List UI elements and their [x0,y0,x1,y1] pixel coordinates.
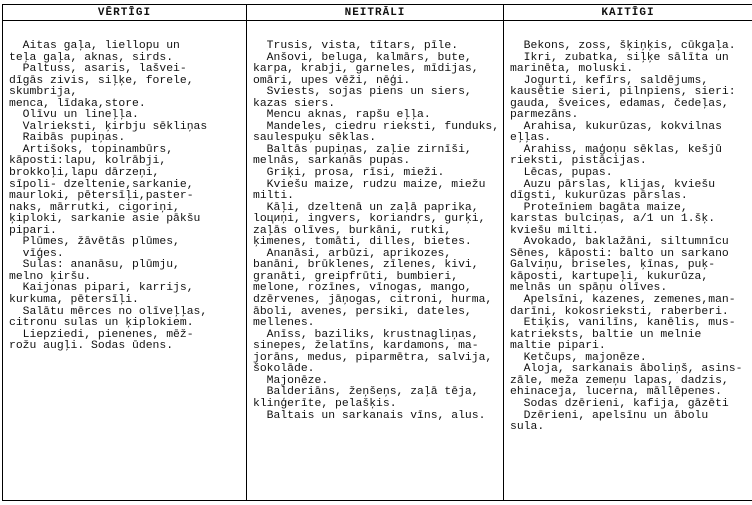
harmful-column-cell [504,21,752,501]
neutral-foods-text: Trusis, vista, tītars, pīle. Anšovi, beluga, kalmārs, bute, karpa, krabji, garneles, mīdijas, omāri, upes vēži, nēģi. Sviests, sojas piens un siers, kazas siers. Mencu aknas, rapšu eļļa. Mandeles, ciedru rieksti, funduks, saulespuķu sēklas. Baltās pupiņas, zaļie zirnīši, melnās, sarkanās pupas. Griķi, prosa, rīsi, mieži. Kviešu maize, rudzu maize, miežu milti. Kāļi, dzeltenā un zaļā paprika, loциņi, ingvers, koriandrs, gurķi, zaļās olīves, burkāni, rutki, ķimenes, tomāti, dilles, bietes. Ananāsi, arbūzi, aprikozes, banāni, brūklenes, zīlenes, kivi, granāti, greipfrūti, bumbieri, melone, rozīnes, vīnogas, mango, dzērvenes, jāņogas, citroni, hurma, āboli, avenes, persiki, dateles, mellenes. Anīss, baziliks, krustnagliņas, sinepes, želatīns, kardamons, ma- jorāns, medus, piparmētra, salvija, šokolāde. Majonēze. Balderiāns, žeņšeņs, zaļā tēja, klinģerīte, pelašķis. Baltais un sarkanais vīns, alus. [253,40,500,422]
food-classification-table [2,4,752,501]
valuable-foods-text: Aitas gaļa, liellopu un teļa gaļa, aknas, sirds. Paltuss, asaris, lašvei- dīgās zivis, siļķe, forele, skumbrija, menca, līdaka,store. Olīvu un lineļļa. Valrieksti, ķirbju sēkliņas Raibās pupiņas. Artišoks, topinambūrs, kāposti:lapu, kolrābji, brokkoļi,lapu dārzeņi, sīpoli- dzeltenie,sarkanie, maurloki, pētersīļi,paster- naks, mārrutki, cigoriņi, ķiploki, sarkanie asie pākšu pipari. Plūmes, žāvētās plūmes, vīģes. Sulas: ananāsu, plūmju, melno ķiršu. Kaijonas pipari, karrijs, kurkuma, pētersīļi. Salātu mērces no olīveļļas, citronu sulas un ķiplokiem. Liepziedi, pienenes, mēž- rožu augļi. Sodas ūdens. [9,40,208,353]
neutral-column-cell [247,21,504,501]
table-body-row [3,21,752,501]
header-harmful: KAITĪGI [504,5,752,21]
harmful-foods-text: Bekons, zoss, šķiņķis, cūkgaļa. Ikri, zubatka, siļķe sālīta un marinēta, moluski. Jogurti, kefīrs, saldējums, kausētie sieri, pilnpiens, sieri: gauda, šveices, edamas, čedeļas, parmezāns. Arahisa, kukurūzas, kokvilnas eļļas. Arahiss, maģoņu sēklas, kešjū rieksti, pistācijas. Lēcas, pupas. Auzu pārslas, klijas, kviešu dīgsti, kukurūzas pārslas. Proteīniem bagāta maize, karstas bulciņas, a/1 un 1.šķ. kviešu milti. Avokado, baklažāni, siltumnīcu Sēnes, kāposti: balto un sarkano Galviņu, briseles, ķīnas, puķ- kāposti, kartupeļi, kukurūza, melnās un spāņu olīves. Apelsīni, kazenes, zemenes,man- darīni, kokosrieksti, raberberi. Etiķis, vanilīns, kanēlis, mus- katrieksts, baltie un melnie maltie pipari. Ketčups, majonēze. Aloja, sarkanais āboliņš, asins- zāle, meža zemeņu lapas, dadzis, ehinaceja, lucerna, māllēpenes. Sodas dzērieni, kafija, gāzēti Dzērieni, apelsīnu un ābolu sula. [510,40,743,434]
header-valuable: VĒRTĪGI [3,5,247,21]
table-header-row [3,5,752,21]
header-neutral: NEITRĀLI [247,5,504,21]
valuable-column-cell [3,21,247,501]
